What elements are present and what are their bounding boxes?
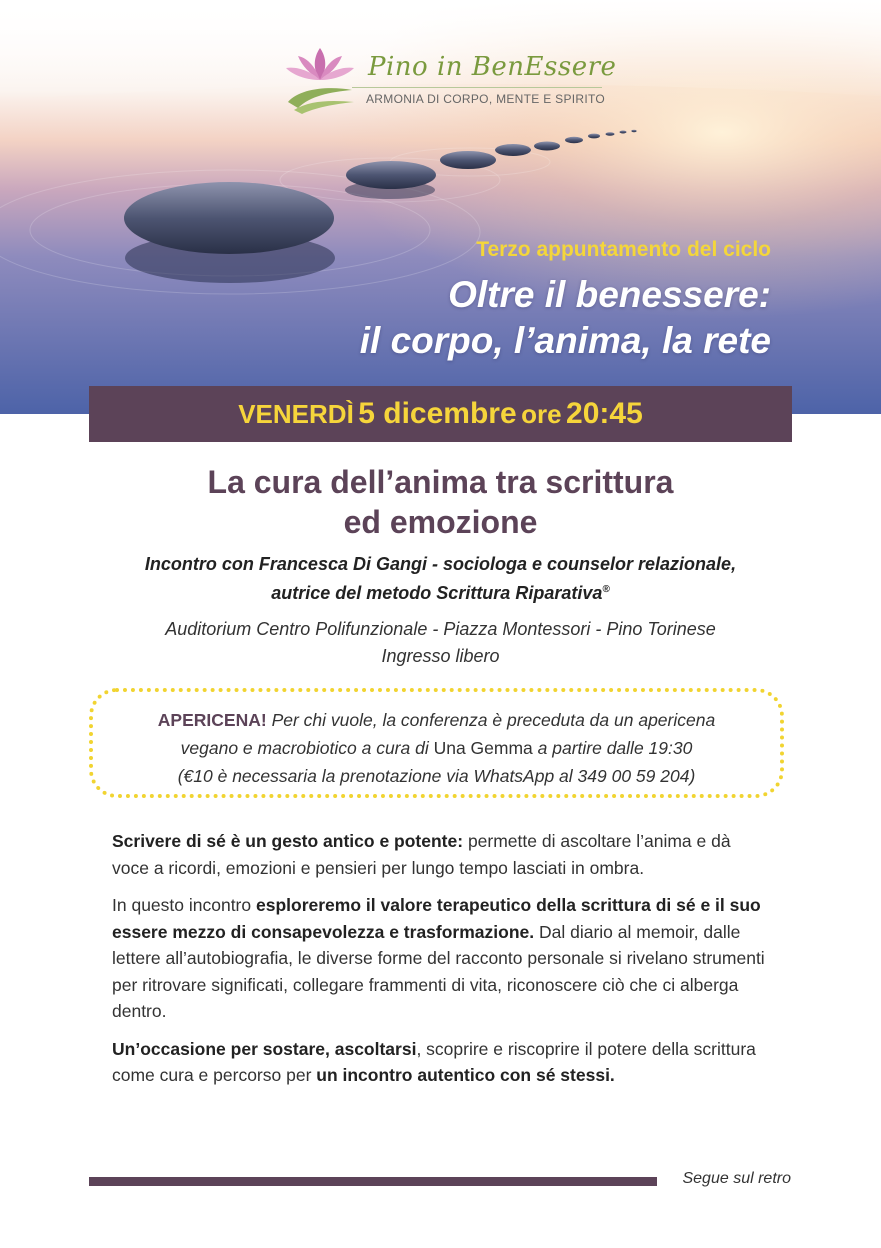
venue-address: Auditorium Centro Polifunzionale - Piazza Montessori - Pino Torinese bbox=[165, 619, 716, 639]
venue-info bbox=[0, 616, 881, 670]
apericena-heading: APERICENA! bbox=[157, 710, 267, 730]
apericena-organizer: Una Gemma bbox=[433, 738, 533, 758]
p1-text: permette di ascoltare l’anima e dà voce a ricordi, emozioni e pensieri per lungo tempo lasciati in ombra. bbox=[112, 831, 731, 878]
logo-divider bbox=[352, 87, 602, 88]
series-title bbox=[360, 272, 771, 364]
cycle-label: Terzo appuntamento del ciclo bbox=[476, 238, 771, 261]
apericena-box bbox=[89, 688, 784, 798]
date-banner bbox=[89, 386, 792, 442]
logo-name: Pino in BenEssere bbox=[368, 52, 617, 82]
hero-banner bbox=[0, 0, 881, 414]
p1-bold: Scrivere di sé è un gesto antico e potente: bbox=[112, 831, 464, 851]
footer-bar bbox=[89, 1177, 657, 1186]
apericena-booking: (€10 è necessaria la prenotazione via WhatsApp al 349 00 59 204) bbox=[177, 766, 696, 786]
series-title-line2: il corpo, l’anima, la rete bbox=[359, 320, 771, 361]
p2-start: In questo incontro bbox=[112, 895, 256, 915]
description-paragraph-3 bbox=[112, 1036, 772, 1089]
speaker-info bbox=[0, 551, 881, 606]
p3-text: , scoprire e riscoprire il potere della scrittura come cura e percorso per bbox=[112, 1038, 756, 1085]
logo-tagline: ARMONIA DI CORPO, MENTE E SPIRITO bbox=[366, 92, 606, 106]
registered-mark: ® bbox=[602, 584, 610, 595]
venue-admission: Ingresso libero bbox=[381, 646, 500, 666]
date-day-month: 5 dicembre bbox=[358, 397, 517, 430]
logo bbox=[280, 32, 617, 122]
date-ore: ore bbox=[521, 399, 562, 429]
footer-note: Segue sul retro bbox=[682, 1170, 791, 1187]
p2-bold: esploreremo il valore terapeutico della scrittura di sé e il suo essere mezzo di consapevolezza e trasformazione. bbox=[112, 895, 761, 942]
date-weekday: VENERDÌ bbox=[238, 399, 354, 429]
description-paragraph-2 bbox=[112, 892, 772, 1025]
event-title-line2: ed emozione bbox=[343, 504, 538, 540]
apericena-line2a: vegano e macrobiotico a cura di bbox=[180, 738, 434, 758]
p3-bold2: un incontro autentico con sé stessi. bbox=[316, 1065, 615, 1085]
speaker-line2: autrice del metodo Scrittura Riparativa bbox=[271, 583, 603, 603]
event-title bbox=[0, 462, 881, 542]
event-title-line1: La cura dell’anima tra scrittura bbox=[207, 464, 674, 500]
apericena-line2c: a partire dalle 19:30 bbox=[532, 738, 693, 758]
lotus-icon bbox=[280, 36, 360, 116]
description bbox=[112, 828, 772, 1100]
p3-bold1: Un’occasione per sostare, ascoltarsi bbox=[112, 1038, 417, 1059]
series-title-line1: Oltre il benessere: bbox=[448, 274, 771, 315]
description-paragraph-1 bbox=[112, 828, 772, 881]
date-time: 20:45 bbox=[566, 397, 643, 430]
apericena-line1: Per chi vuole, la conferenza è preceduta da un apericena bbox=[266, 710, 716, 730]
p2-text: Dal diario al memoir, dalle lettere all’autobiografia, le diverse forme del racconto personale si rivelano strumenti per ritrovare significati, collegare frammenti di vita, riconoscere ciò che ci alberga dentro. bbox=[112, 921, 765, 1021]
speaker-line1: Incontro con Francesca Di Gangi - sociologa e counselor relazionale, bbox=[144, 554, 737, 574]
